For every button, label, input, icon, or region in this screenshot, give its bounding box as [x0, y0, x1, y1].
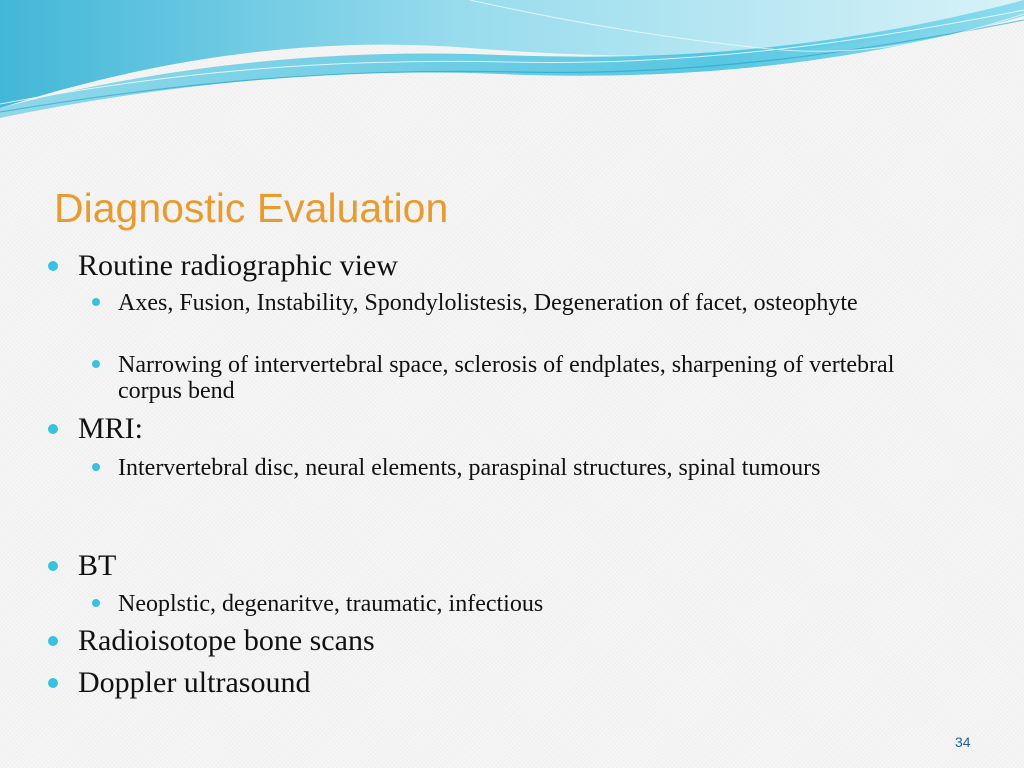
sub-bullet-mri-findings	[92, 455, 938, 481]
bullet-doppler-ultrasound	[48, 667, 310, 699]
bullet-radioisotope-bone-scans	[48, 625, 375, 657]
sub-bullet-text: Neoplstic, degenaritve, traumatic, infectious	[118, 591, 544, 617]
bullet-mri	[48, 413, 143, 445]
bullet-text: MRI:	[78, 412, 144, 445]
sub-bullet-icon	[92, 360, 100, 368]
header-wave-graphic	[0, 0, 1024, 130]
bullet-text: Doppler ultrasound	[78, 666, 311, 699]
bullet-text: Routine radiographic view	[78, 249, 398, 282]
bullet-bt	[48, 550, 116, 582]
bullet-icon	[48, 636, 58, 646]
bullet-icon	[48, 424, 58, 434]
bullet-routine-radiographic-view	[48, 250, 398, 282]
page-number: 34	[955, 734, 971, 750]
sub-bullet-icon	[92, 599, 100, 607]
sub-bullet-text: Intervertebral disc, neural elements, paraspinal structures, spinal tumours	[118, 455, 821, 481]
sub-bullet-text: Axes, Fusion, Instability, Spondylolistesis, Degeneration of facet, osteophyte	[118, 290, 858, 316]
bullet-icon	[48, 678, 58, 688]
sub-bullet-bt-findings	[92, 591, 938, 617]
slide-title: Diagnostic Evaluation	[54, 185, 449, 231]
sub-bullet-icon	[92, 298, 100, 306]
bullet-text: Radioisotope bone scans	[78, 624, 375, 657]
bullet-text: BT	[78, 549, 117, 582]
bullet-icon	[48, 261, 58, 271]
sub-bullet-radiographic-findings	[92, 290, 938, 316]
sub-bullet-space-narrowing	[92, 352, 938, 404]
sub-bullet-icon	[92, 463, 100, 471]
sub-bullet-text: Narrowing of intervertebral space, sclerosis of endplates, sharpening of vertebral corpus bend	[118, 352, 895, 404]
bullet-icon	[48, 561, 58, 571]
